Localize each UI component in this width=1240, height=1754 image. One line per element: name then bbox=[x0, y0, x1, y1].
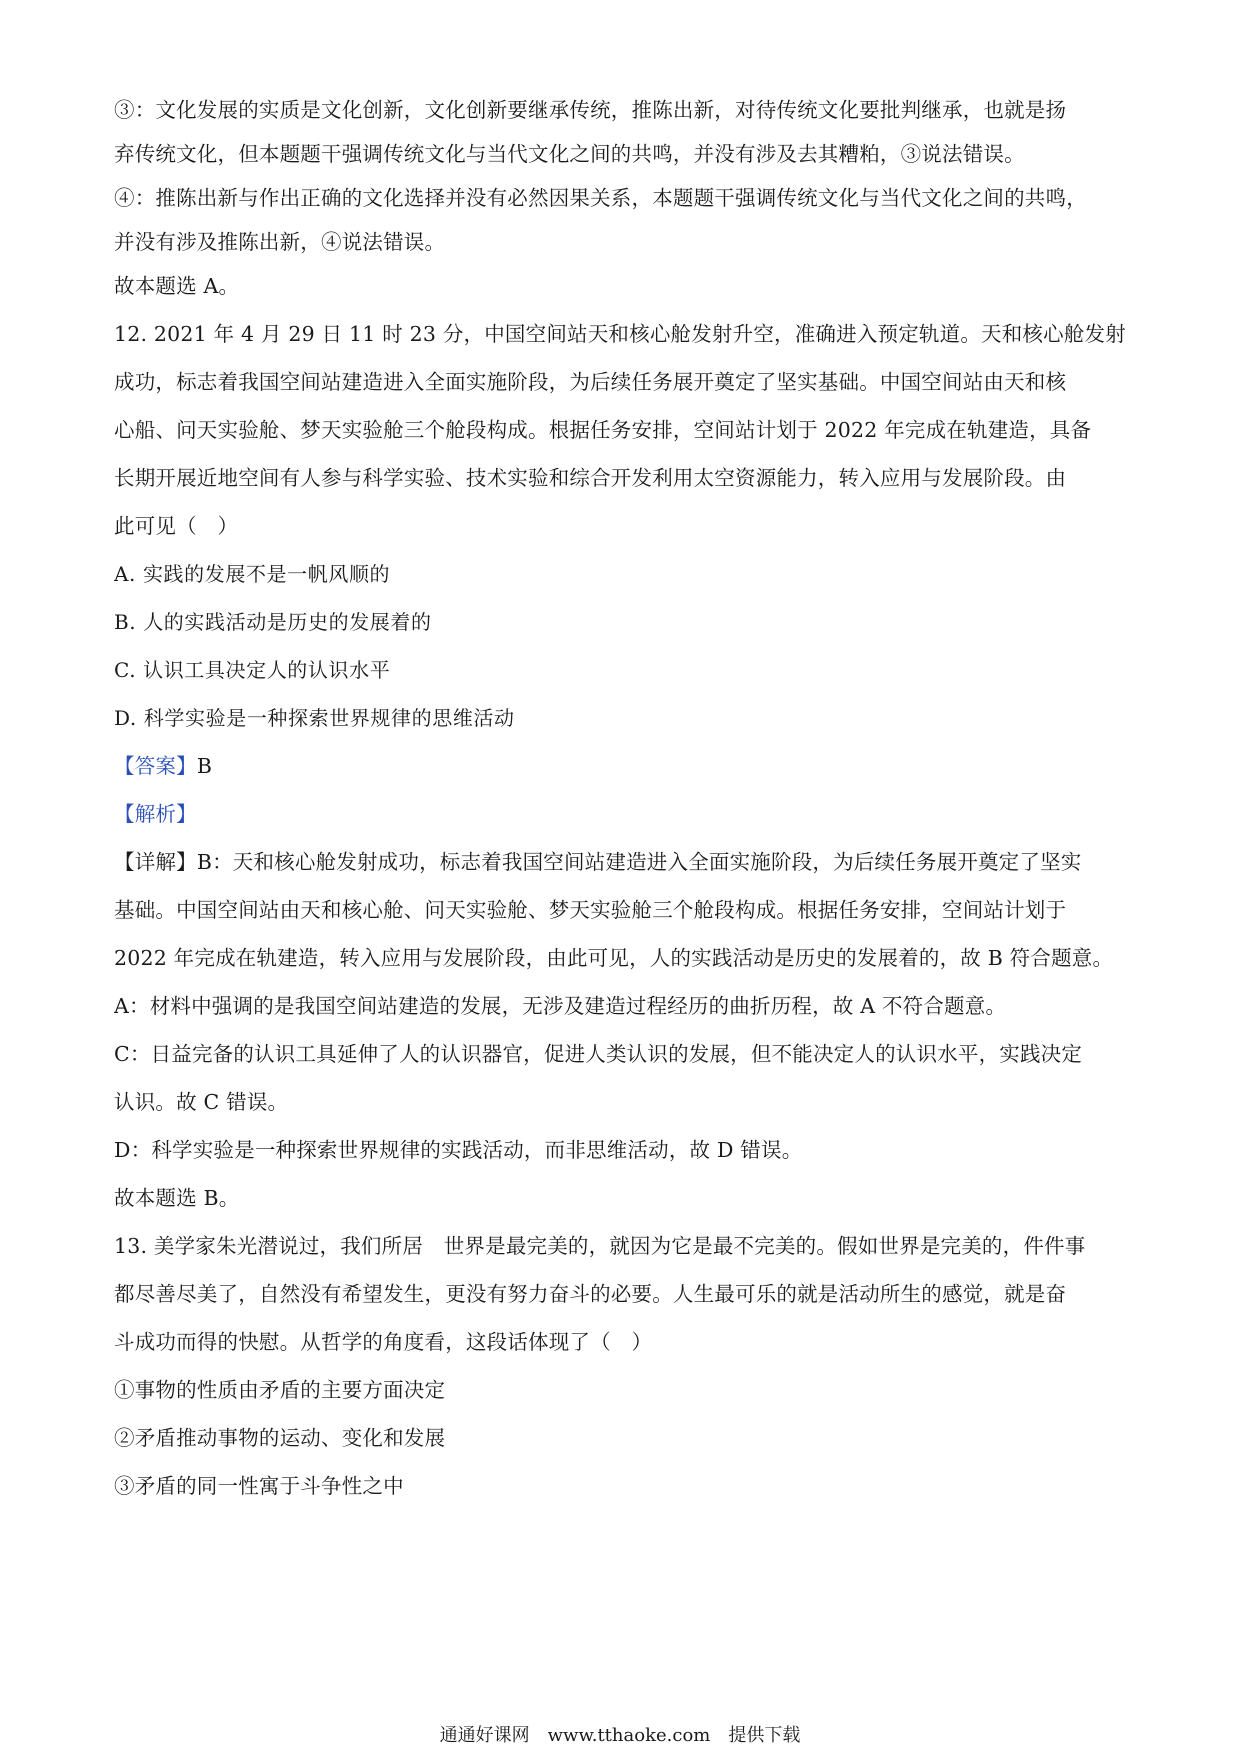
answer-line bbox=[114, 752, 1134, 780]
question-12-stem-line-5: 此可见（ ） bbox=[114, 514, 239, 538]
detail-text-1: B：天和核心舱发射成功，标志着我国空间站建造进入全面实施阶段，为后续任务展开奠定了坚实 bbox=[196, 850, 1082, 874]
question-13-stem-line-2: 都尽善尽美了，自然没有希望发生，更没有努力奋斗的必要。人生最可乐的就是活动所生的感觉，就是奋 bbox=[114, 1282, 1067, 1306]
text-line-q11-conclusion: 故本题选 A。 bbox=[114, 274, 240, 298]
text-line-q11-point3-b: 弃传统文化，但本题题干强调传统文化与当代文化之间的共鸣，并没有涉及去其糟粕，③说法错误。 bbox=[114, 142, 1025, 166]
question-12-option-d: D. 科学实验是一种探索世界规律的思维活动 bbox=[114, 706, 515, 730]
detail-line-a: A：材料中强调的是我国空间站建造的发展，无涉及建造过程经历的曲折历程，故 A 不符合题意。 bbox=[114, 994, 1007, 1018]
question-12-stem-line-2: 成功，标志着我国空间站建造进入全面实施阶段，为后续任务展开奠定了坚实基础。中国空间站由天和核 bbox=[114, 370, 1067, 394]
answer-tag: 【答案】 bbox=[114, 754, 197, 778]
detail-tag: 【详解】 bbox=[114, 850, 197, 874]
analysis-line bbox=[114, 800, 1134, 828]
question-12-conclusion: 故本题选 B。 bbox=[114, 1186, 240, 1210]
detail-line-1 bbox=[114, 848, 1134, 876]
question-13-item-3: ③矛盾的同一性寓于斗争性之中 bbox=[114, 1474, 404, 1498]
detail-line-3: 2022 年完成在轨建造，转入应用与发展阶段，由此可见，人的实践活动是历史的发展着的，故 B 符合题意。 bbox=[114, 946, 1114, 970]
page-footer: 通通好课网 www.tthaoke.com 提供下载 bbox=[439, 1725, 801, 1746]
question-12-option-b: B. 人的实践活动是历史的发展着的 bbox=[114, 610, 432, 634]
question-13-stem-line-3: 斗成功而得的快慰。从哲学的角度看，这段话体现了（ ） bbox=[114, 1330, 653, 1354]
text-line-q11-point3-a: ③：文化发展的实质是文化创新，文化创新要继承传统，推陈出新，对待传统文化要批判继承，也就是扬 bbox=[114, 98, 1067, 122]
detail-line-d: D：科学实验是一种探索世界规律的实践活动，而非思维活动，故 D 错误。 bbox=[114, 1138, 803, 1162]
detail-line-c-2: 认识。故 C 错误。 bbox=[114, 1090, 289, 1114]
analysis-tag: 【解析】 bbox=[114, 802, 197, 826]
text-line-q11-point4-b: 并没有涉及推陈出新，④说法错误。 bbox=[114, 230, 446, 254]
question-13-item-2: ②矛盾推动事物的运动、变化和发展 bbox=[114, 1426, 446, 1450]
text-line-q11-point4-a: ④：推陈出新与作出正确的文化选择并没有必然因果关系，本题题干强调传统文化与当代文化之间的共鸣， bbox=[114, 186, 1087, 210]
question-12-option-a: A. 实践的发展不是一帆风顺的 bbox=[114, 562, 391, 586]
detail-line-2: 基础。中国空间站由天和核心舱、问天实验舱、梦天实验舱三个舱段构成。根据任务安排，空间站计划于 bbox=[114, 898, 1067, 922]
detail-line-c-1: C：日益完备的认识工具延伸了人的认识器官，促进人类认识的发展，但不能决定人的认识水平，实践决定 bbox=[114, 1042, 1083, 1066]
question-13-stem-line-1: 13. 美学家朱光潜说过，我们所居 世界是最完美的，就因为它是最不完美的。假如世界是完美的，件件事 bbox=[114, 1234, 1086, 1258]
question-12-stem-line-4: 长期开展近地空间有人参与科学实验、技术实验和综合开发利用太空资源能力，转入应用与发展阶段。由 bbox=[114, 466, 1067, 490]
question-12-stem-line-1: 12. 2021 年 4 月 29 日 11 时 23 分，中国空间站天和核心舱发射升空，准确进入预定轨道。天和核心舱发射 bbox=[114, 322, 1126, 346]
question-12-stem-line-3: 心船、问天实验舱、梦天实验舱三个舱段构成。根据任务安排，空间站计划于 2022 年完成在轨建造，具备 bbox=[114, 418, 1092, 442]
answer-value: B bbox=[196, 754, 213, 778]
question-12-option-c: C. 认识工具决定人的认识水平 bbox=[114, 658, 391, 682]
question-13-item-1: ①事物的性质由矛盾的主要方面决定 bbox=[114, 1378, 446, 1402]
